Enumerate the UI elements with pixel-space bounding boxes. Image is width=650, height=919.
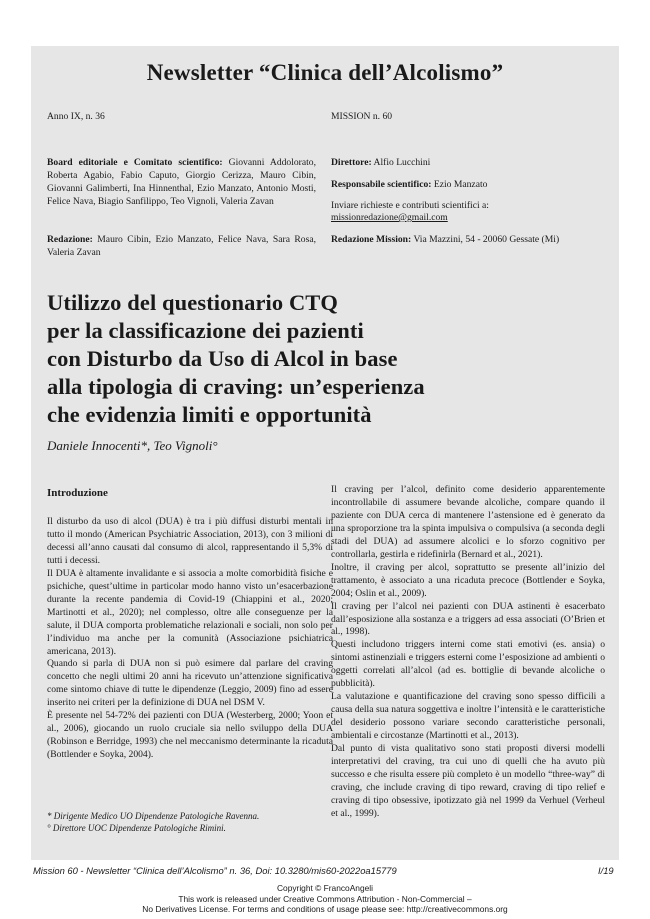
right-column [331, 484, 605, 821]
mission-number: MISSION n. 60 [331, 111, 393, 122]
footnote: ° Direttore UOC Dipendenze Patologiche Rimini. [47, 823, 226, 833]
article-title-line: Utilizzo del questionario CTQ [47, 290, 339, 315]
scientific-lead-label: Responsabile scientifico: [331, 179, 432, 190]
section-heading: Introduzione [47, 487, 108, 499]
footnote: * Dirigente Medico UO Dipendenze Patologiche Ravenna. [47, 811, 260, 821]
mission-address [331, 234, 559, 247]
email-link[interactable]: missionredazione@gmail.com [331, 212, 448, 223]
footnotes [47, 810, 259, 834]
director-label: Direttore: [331, 157, 372, 168]
mission-address-label: Redazione Mission: [331, 234, 412, 245]
paragraph: Il craving per l’alcol, definito come desiderio apparentemente incontrollabile di assumere bevande alcoliche, compare quando il paziente con DUA cerca di mantenere l’astensione ed è generato da una sproporzione tra la spinta impulsiva o compulsiva (a seconda degli stadi del DUA) ad assumere alcolici e lo sforzo cognitivo per controllarla, gestirla e ridefinirla (Bernard et al., 2021). [331, 484, 605, 560]
redazione-label: Redazione: [47, 234, 93, 245]
citation-footer: Mission 60 - Newsletter “Clinica dell’Alcolismo” n. 36, Doi: 10.3280/mis60-2022oa15779 [33, 865, 397, 876]
newsletter-title: Newsletter “Clinica dell’Alcolismo” [146, 60, 504, 85]
board-names: Giovanni Addolorato, Roberta Agabio, Fabio Caputo, Giorgio Cerizza, Mauro Cibin, Giovanni Galimberti, Ina Hinnenthal, Ezio Manzato, Antonio Mosti, Felice Nava, Biagio Sanfilippo, Teo Vignoli, Valeria Zavan [47, 157, 316, 207]
board-label: Board editoriale e Comitato scientifico: [47, 157, 223, 168]
paragraph: Quando si parla di DUA non si può esimere dal parlare del craving concetto che negli ultimi 20 anni ha ricevuto un’attenzione significativa come sintomo chiave di tutte le dipendenze (Leggio, 2009) fino ad essere inserito nei criteri per la definizione di DUA nel DSM V. [47, 658, 333, 709]
director-name: Alfio Lucchini [371, 157, 431, 168]
license-line: No Derivatives License. For terms and conditions of usage please see: http://creativecommons.org [142, 904, 508, 915]
paragraph: Inoltre, il craving per alcol, soprattutto se presente all’inizio del trattamento, è associato a una ricaduta precoce (Bottlender e Soyka, 2004; Oslin et al., 2009). [331, 561, 605, 599]
paragraph: Dal punto di vista qualitativo sono stati proposti diversi modelli interpretativi del craving, tra cui uno di quelli che ha avuto più successo e che risulta essere più completo è un modello “three-way” di craving, che include craving di tipo reward, craving di tipo relief e craving di tipo obsessive, ipotizzato già nel 1999 da Verhuel (Verheul et al., 1999). [331, 743, 605, 819]
left-column [47, 516, 333, 762]
paragraph: Il craving per l’alcol nei pazienti con DUA astinenti è esacerbato dall’esposizione alla sostanza e a triggers ad essa associati (O’Brien et al., 1998). [331, 600, 605, 638]
paragraph: È presente nel 54-72% dei pazienti con DUA (Westerberg, 2000; Yoon et al., 2006), giocando un ruolo cruciale sia nello sviluppo della DUA (Robinson e Berridge, 1993) che nel meccanismo determinante la ricaduta (Bottlender e Soyka, 2004). [47, 710, 333, 761]
paragraph: Questi includono triggers interni come stati emotivi (es. ansia) o sintomi astinenziali e triggers esterni come l’esposizione ad ambienti o oggetti correlati all’alcol (ad es. bottiglie di bevande alcoliche o pubblicità). [331, 639, 605, 690]
submission-info: Inviare richieste e contributi scientifici a: [331, 200, 489, 211]
license-line: Copyright © FrancoAngeli [276, 883, 373, 893]
issue-number: Anno IX, n. 36 [47, 111, 105, 122]
article-title [47, 289, 607, 429]
mission-address-value: Via Mazzini, 54 - 20060 Gessate (Mi) [411, 234, 560, 245]
license-notice [0, 883, 650, 915]
paragraph: La valutazione e quantificazione del craving sono spesso difficili a causa della sua natura soggettiva e inoltre l’intensità e le caratteristiche del desiderio possono variare secondo caratteristiche personali, ambientali e circostanze (Martinotti et al., 2013). [331, 691, 605, 742]
article-title-line: per la classificazione dei pazienti [47, 318, 364, 343]
license-line: This work is released under Creative Commons Attribution - Non-Commercial – [178, 893, 472, 904]
paragraph: Il disturbo da uso di alcol (DUA) è tra i più diffusi disturbi mentali in tutto il mondo (American Psychiatric Association, 2013), con 3 milioni di decessi all’anno causati dal consumo di alcol, rappresentando il 5,3% di tutti i decessi. [47, 516, 333, 566]
editorial-board [47, 157, 316, 209]
article-title-line: con Disturbo da Uso di Alcol in base [47, 346, 398, 371]
scientific-lead [331, 179, 487, 192]
scientific-lead-name: Ezio Manzato [431, 179, 488, 190]
page-number: I/19 [598, 865, 614, 876]
director [331, 157, 430, 170]
article-title-line: che evidenzia limiti e opportunità [47, 402, 372, 427]
article-authors: Daniele Innocenti*, Teo Vignoli° [47, 438, 218, 453]
article-title-line: alla tipologia di craving: un’esperienza [47, 374, 425, 399]
paragraph: Il DUA è altamente invalidante e si associa a molte comorbidità fisiche e psichiche, quest’ultime in particolar modo hanno visto un’esacerbazione durante la recente pandemia di Covid-19 (Chiappini et al., 2020; Martinotti et al., 2020); nel complesso, oltre alle conseguenze per la salute, il DUA comporta problematiche relazionali e sociali, non solo per l’individuo ma anche per la comunità (Associazione psichiatrica americana, 2013). [47, 567, 333, 657]
redazione-names: Mauro Cibin, Ezio Manzato, Felice Nava, Sara Rosa, Valeria Zavan [47, 234, 316, 258]
redazione [47, 234, 316, 260]
